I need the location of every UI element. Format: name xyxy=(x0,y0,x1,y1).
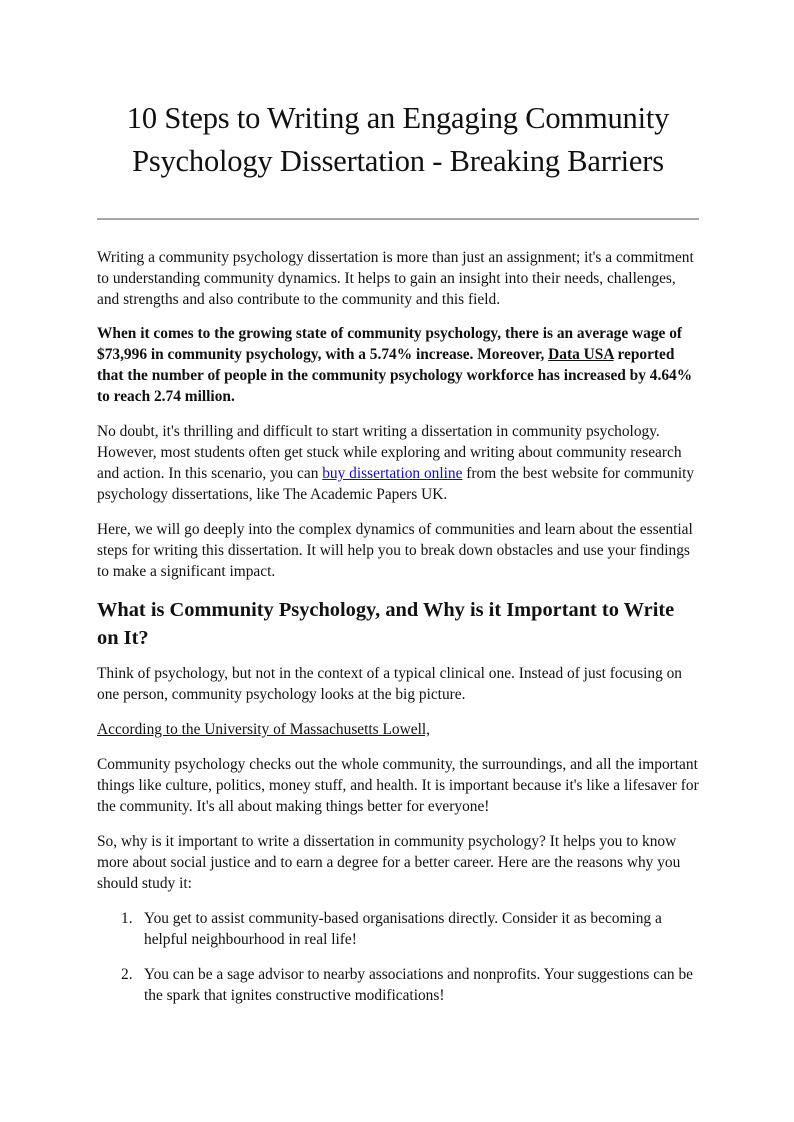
stats-text-end: reported that the number of people in the community psychology workforce has increased by 4.64% to reach 2.74 million. xyxy=(97,346,693,405)
why-paragraph: So, why is it important to write a dissertation in community psychology? It helps you to know more about social justice and to earn a degree for a better career. Here are the reasons why you should study it: xyxy=(97,833,681,892)
list-item-number: 1. xyxy=(121,910,133,927)
section-heading: What is Community Psychology, and Why is it Important to Write on It? xyxy=(97,599,675,649)
title-divider xyxy=(97,218,699,220)
checks-paragraph: Community psychology checks out the whole community, the surroundings, and all the important things like culture, politics, money stuff, and health. It is important because it's like a lifesaver for the community. It's all about making things better for everyone! xyxy=(97,756,699,815)
thrilling-paragraph xyxy=(97,421,699,505)
reasons-list xyxy=(97,908,699,1006)
buy-dissertation-online-link[interactable]: buy dissertation online xyxy=(322,465,463,482)
list-item-text: You can be a sage advisor to nearby associations and nonprofits. Your suggestions can be the spark that ignites constructive modifications! xyxy=(144,966,693,1004)
list-item-text: You get to assist community-based organisations directly. Consider it as becoming a helpful neighbourhood in real life! xyxy=(144,910,662,948)
list-item-number: 2. xyxy=(121,966,133,983)
stats-paragraph xyxy=(97,323,699,407)
list-item xyxy=(97,908,699,950)
thrilling-text-start: No doubt, it's thrilling and difficult to start writing a dissertation in community psychology. However, most students often get stuck while exploring and writing about community research and action. In this scenario, you can xyxy=(97,423,682,482)
here-paragraph: Here, we will go deeply into the complex dynamics of communities and learn about the essential steps for writing this dissertation. It will help you to break down obstacles and use your findings to make a significant impact. xyxy=(97,521,693,580)
data-usa-link[interactable]: Data USA xyxy=(548,346,614,363)
university-source-link[interactable]: According to the University of Massachusetts Lowell, xyxy=(97,721,430,738)
intro-paragraph: Writing a community psychology dissertation is more than just an assignment; it's a commitment to understanding community dynamics. It helps to gain an insight into their needs, challenges, and strengths and also contribute to the community and this field. xyxy=(97,249,694,308)
list-item xyxy=(97,964,699,1006)
stats-text-start: When it comes to the growing state of community psychology, there is an average wage of $73,996 in community psychology, with a 5.74% increase. Moreover, xyxy=(97,325,683,363)
thrilling-text-end: from the best website for community psychology dissertations, like The Academic Papers UK. xyxy=(97,465,695,503)
document-title: 10 Steps to Writing an Engaging Community Psychology Dissertation - Breaking Barriers xyxy=(126,101,670,178)
think-paragraph: Think of psychology, but not in the context of a typical clinical one. Instead of just focusing on one person, community psychology looks at the big picture. xyxy=(97,665,683,703)
document-page xyxy=(97,0,699,1020)
